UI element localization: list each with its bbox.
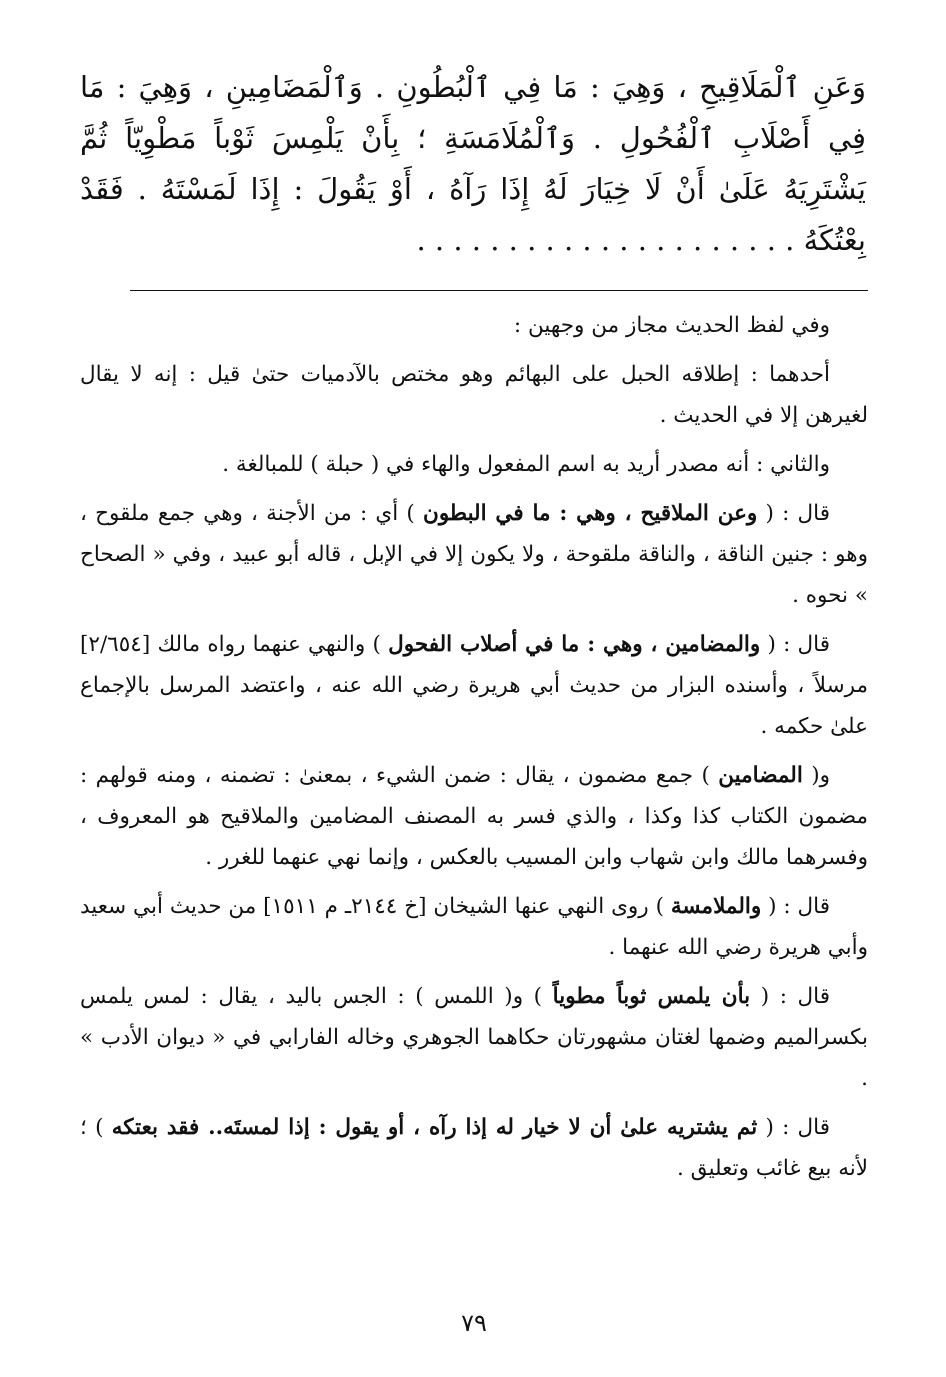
commentary-paragraph [80, 624, 868, 747]
commentary-paragraph [80, 976, 868, 1099]
footnote-divider [130, 290, 868, 291]
paragraph-prefix: قال : ( [757, 501, 830, 526]
quoted-matn: المضامين [718, 763, 803, 788]
commentary-paragraph [80, 1107, 868, 1189]
paragraph-prefix: قال : ( [750, 984, 830, 1009]
quoted-matn: ثم يشتريه علىٰ أن لا خيار له إذا رآه ، أو يقول : إذا لمستَه.. فقد بعتكه [111, 1115, 758, 1140]
paragraph-body: ) روى النهي عنها الشيخان [خ ٢١٤٤ـ م ١٥١١] من حديث أبي سعيد وأبي هريرة رضي الله عنهما . [80, 894, 868, 960]
commentary-paragraph [80, 493, 868, 616]
page-number: ٧٩ [461, 1309, 487, 1337]
commentary-paragraph: وفي لفظ الحديث مجاز من وجهين : [513, 313, 830, 338]
commentary-paragraph: أحدهما : إطلاقه الحبل على البهائم وهو مختص بالآدميات حتىٰ قيل : إنه لا يقال لغيرهن إلا في الحديث . [80, 362, 868, 428]
quoted-matn: بأن يلمس ثوباً مطوياً [552, 984, 751, 1009]
quoted-matn: والمضامين ، وهي : ما في أصلاب الفحول [388, 632, 761, 657]
document-page [80, 62, 868, 1337]
quoted-matn: وعن الملاقيح ، وهي : ما في البطون [423, 501, 758, 526]
commentary-paragraph [80, 755, 868, 878]
paragraph-prefix: قال : ( [761, 894, 830, 919]
paragraph-body: ) جمع مضمون ، يقال : ضمن الشيء ، بمعنىٰ : تضمنه ، ومنه قولهم : مضمون الكتاب كذا وكذا ، والذي فسر به المصنف المضامين والملاقيح هو المعروف ، وفسرهما مالك وابن شهاب وابن المسيب بالعكس ، وإنما نهي عنهما للغرر . [80, 763, 868, 870]
paragraph-prefix: قال : ( [757, 1115, 830, 1140]
commentary [80, 305, 868, 1189]
paragraph-body: ) و( اللمس ) : الجس باليد ، يقال : لمس يلمس بكسرالميم وضمها لغتان مشهورتان حكاهما الجوهري وخاله الفارابي في « ديوان الأدب » . [80, 984, 868, 1091]
paragraph-prefix: قال : ( [760, 632, 830, 657]
paragraph-body: ) والنهي عنهما رواه مالك [٢/٦٥٤] مرسلاً ، وأسنده البزار من حديث أبي هريرة رضي الله عنه ، واعتضد المرسل بالإجماع علىٰ حكمه . [80, 632, 868, 739]
paragraph-body: ) ؛ لأنه بيع غائب وتعليق . [80, 1115, 868, 1181]
paragraph-prefix: و( [802, 763, 830, 788]
commentary-paragraph: والثاني : أنه مصدر أريد به اسم المفعول والهاء في ( حبلة ) للمبالغة . [222, 452, 830, 477]
paragraph-body: ) أي : من الأجنة ، وهي جمع ملقوح ، وهو : جنين الناقة ، والناقة ملقوحة ، ولا يكون إلا في الإبل ، قاله أبو عبيد ، وفي « الصحاح » نحوه . [80, 501, 868, 608]
matn-text: وَعَنِ ٱلْمَلَاقِيحِ ، وَهِيَ : مَا فِي ٱلْبُطُونِ . وَٱلْمَضَامِينِ ، وَهِيَ : مَا فِي أَصْلَابِ ٱلْفُحُولِ . وَٱلْمُلَامَسَةِ ؛ بِأَنْ يَلْمِسَ ثَوْباً مَطْوِيّاً ثُمَّ يَشْتَرِيَهُ عَلَىٰ أَنْ لَا خِيَارَ لَهُ إِذَا رَآهُ ، أَوْ يَقُولَ : إِذَا لَمَسْتَهُ . فَقَدْ بِعْتُكَهُ . . . . . . . . . . . . . . . . . . . . . [80, 70, 866, 257]
quoted-matn: والملامسة [670, 894, 762, 919]
commentary-paragraph [80, 886, 868, 968]
